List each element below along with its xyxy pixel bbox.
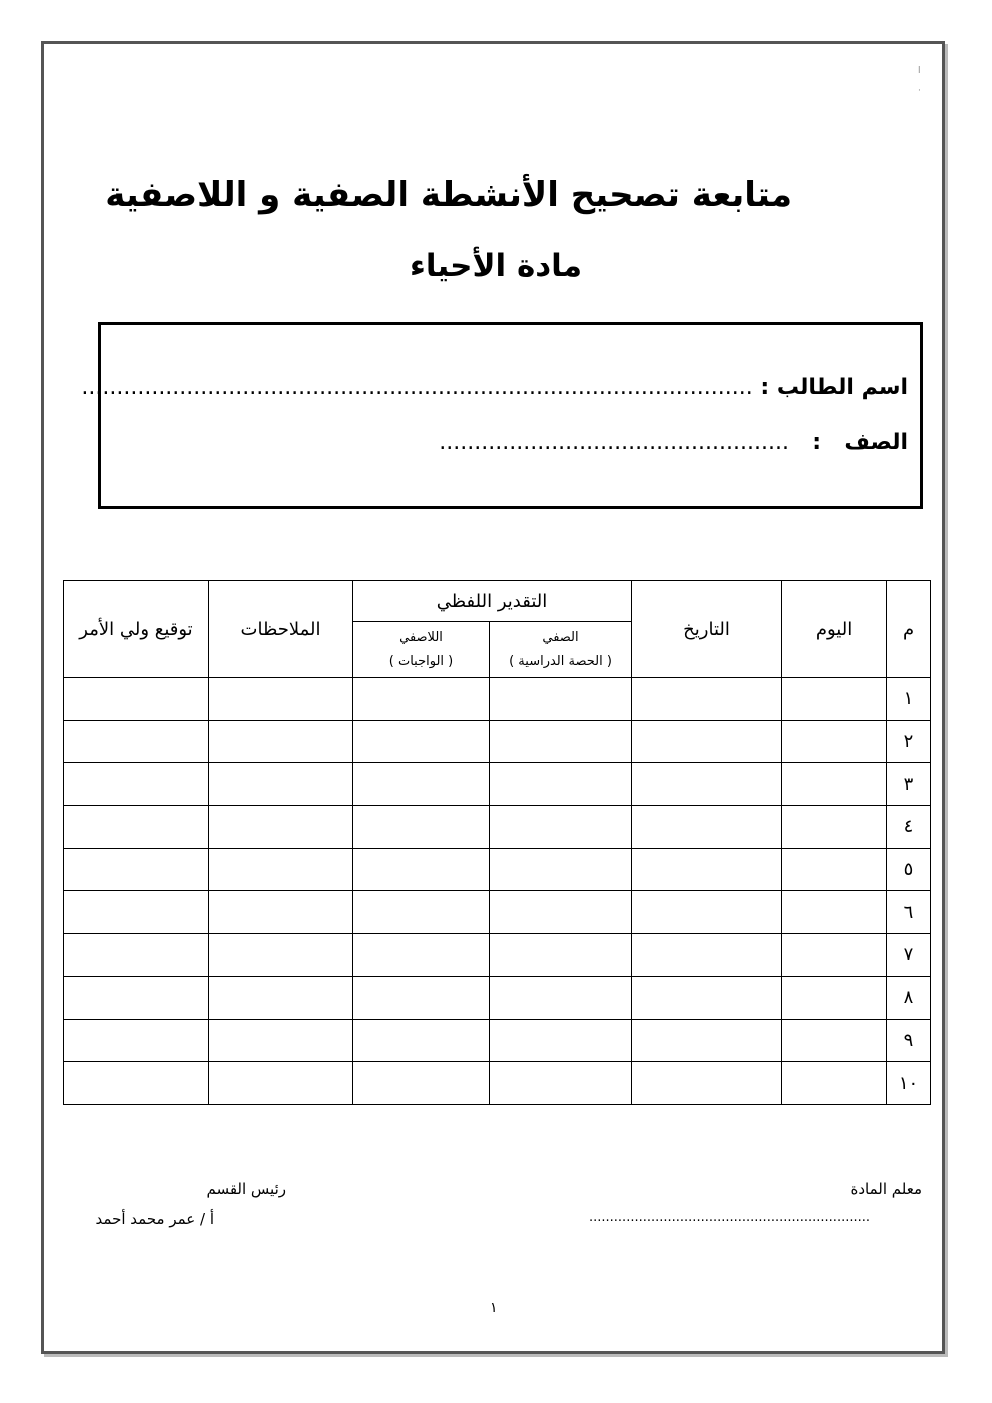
row-number: ٢ bbox=[887, 720, 931, 763]
classroom-cell[interactable] bbox=[490, 763, 632, 806]
header-extracurricular bbox=[353, 622, 490, 678]
date-cell[interactable] bbox=[632, 1019, 782, 1062]
student-name-field[interactable]: ................................................................................................ bbox=[81, 375, 753, 400]
extracurricular-cell[interactable] bbox=[353, 720, 490, 763]
student-name-line bbox=[81, 375, 908, 400]
table-row bbox=[64, 806, 931, 849]
extracurricular-cell[interactable] bbox=[353, 806, 490, 849]
table-row bbox=[64, 934, 931, 977]
classroom-cell[interactable] bbox=[490, 1019, 632, 1062]
header-day: اليوم bbox=[782, 581, 887, 678]
header-classroom bbox=[490, 622, 632, 678]
day-cell[interactable] bbox=[782, 848, 887, 891]
classroom-cell[interactable] bbox=[490, 934, 632, 977]
signature-cell[interactable] bbox=[64, 763, 209, 806]
table-row bbox=[64, 720, 931, 763]
corner-mark-bottom: · bbox=[918, 86, 921, 96]
date-cell[interactable] bbox=[632, 1062, 782, 1105]
day-cell[interactable] bbox=[782, 891, 887, 934]
extracurricular-cell[interactable] bbox=[353, 891, 490, 934]
signature-cell[interactable] bbox=[64, 976, 209, 1019]
notes-cell[interactable] bbox=[209, 1019, 353, 1062]
signature-cell[interactable] bbox=[64, 806, 209, 849]
subject-teacher-signature-field[interactable]: .................................................................... bbox=[589, 1210, 870, 1225]
day-cell[interactable] bbox=[782, 1062, 887, 1105]
table-row bbox=[64, 976, 931, 1019]
row-number: ٤ bbox=[887, 806, 931, 849]
notes-cell[interactable] bbox=[209, 934, 353, 977]
signature-cell[interactable] bbox=[64, 934, 209, 977]
extracurricular-cell[interactable] bbox=[353, 763, 490, 806]
date-cell[interactable] bbox=[632, 976, 782, 1019]
header-notes: الملاحظات bbox=[209, 581, 353, 678]
signature-cell[interactable] bbox=[64, 678, 209, 721]
student-class-field[interactable]: .................................................. bbox=[439, 430, 789, 455]
header-extracurricular-note: ( الواجبات ) bbox=[388, 653, 454, 669]
classroom-cell[interactable] bbox=[490, 678, 632, 721]
notes-cell[interactable] bbox=[209, 848, 353, 891]
extracurricular-cell[interactable] bbox=[353, 934, 490, 977]
classroom-cell[interactable] bbox=[490, 976, 632, 1019]
student-info-box bbox=[81, 322, 923, 509]
activity-tracking-table bbox=[63, 580, 931, 1105]
extracurricular-cell[interactable] bbox=[353, 1062, 490, 1105]
date-cell[interactable] bbox=[632, 891, 782, 934]
classroom-cell[interactable] bbox=[490, 1062, 632, 1105]
signature-cell[interactable] bbox=[64, 1062, 209, 1105]
classroom-cell[interactable] bbox=[490, 891, 632, 934]
table-row bbox=[64, 1062, 931, 1105]
page-subtitle bbox=[0, 248, 992, 284]
signature-cell[interactable] bbox=[64, 720, 209, 763]
date-cell[interactable] bbox=[632, 763, 782, 806]
student-class-line bbox=[439, 430, 908, 455]
notes-cell[interactable] bbox=[209, 976, 353, 1019]
row-number: ٣ bbox=[887, 763, 931, 806]
signature-cell[interactable] bbox=[64, 848, 209, 891]
notes-cell[interactable] bbox=[209, 1062, 353, 1105]
table-row bbox=[64, 848, 931, 891]
extracurricular-cell[interactable] bbox=[353, 976, 490, 1019]
day-cell[interactable] bbox=[782, 806, 887, 849]
day-cell[interactable] bbox=[782, 720, 887, 763]
header-num: م bbox=[887, 581, 931, 678]
notes-cell[interactable] bbox=[209, 678, 353, 721]
department-head-name: أ / عمر محمد أحمد bbox=[95, 1210, 214, 1228]
header-guardian-signature: توقيع ولي الأمر bbox=[64, 581, 209, 678]
signature-cell[interactable] bbox=[64, 891, 209, 934]
day-cell[interactable] bbox=[782, 976, 887, 1019]
header-verbal-grade: التقدير اللفظي bbox=[353, 581, 632, 622]
notes-cell[interactable] bbox=[209, 763, 353, 806]
classroom-cell[interactable] bbox=[490, 806, 632, 849]
date-cell[interactable] bbox=[632, 806, 782, 849]
header-extracurricular-label: اللاصفي bbox=[399, 629, 443, 645]
day-cell[interactable] bbox=[782, 1019, 887, 1062]
student-name-label: اسم الطالب : bbox=[760, 375, 908, 400]
row-number: ٥ bbox=[887, 848, 931, 891]
notes-cell[interactable] bbox=[209, 891, 353, 934]
row-number: ١٠ bbox=[887, 1062, 931, 1105]
date-cell[interactable] bbox=[632, 720, 782, 763]
corner-mark-top: ا bbox=[918, 66, 921, 76]
date-cell[interactable] bbox=[632, 848, 782, 891]
table-row bbox=[64, 678, 931, 721]
row-number: ٩ bbox=[887, 1019, 931, 1062]
row-number: ١ bbox=[887, 678, 931, 721]
subject-name: مادة الأحياء bbox=[409, 248, 583, 284]
row-number: ٨ bbox=[887, 976, 931, 1019]
header-classroom-note: ( الحصة الدراسية ) bbox=[509, 653, 612, 669]
notes-cell[interactable] bbox=[209, 720, 353, 763]
page-number: ١ bbox=[490, 1300, 498, 1316]
signature-cell[interactable] bbox=[64, 1019, 209, 1062]
header-classroom-label: الصفي bbox=[542, 629, 579, 645]
extracurricular-cell[interactable] bbox=[353, 848, 490, 891]
extracurricular-cell[interactable] bbox=[353, 1019, 490, 1062]
classroom-cell[interactable] bbox=[490, 848, 632, 891]
classroom-cell[interactable] bbox=[490, 720, 632, 763]
notes-cell[interactable] bbox=[209, 806, 353, 849]
day-cell[interactable] bbox=[782, 678, 887, 721]
student-class-label: الصف bbox=[844, 430, 908, 455]
table-row bbox=[64, 763, 931, 806]
subject-teacher-label: معلم المادة bbox=[850, 1180, 922, 1198]
student-class-colon: : bbox=[812, 430, 822, 455]
row-number: ٧ bbox=[887, 934, 931, 977]
day-cell[interactable] bbox=[782, 934, 887, 977]
department-head-label: رئيس القسم bbox=[206, 1180, 286, 1198]
header-date: التاريخ bbox=[632, 581, 782, 678]
date-cell[interactable] bbox=[632, 678, 782, 721]
day-cell[interactable] bbox=[782, 763, 887, 806]
extracurricular-cell[interactable] bbox=[353, 678, 490, 721]
row-number: ٦ bbox=[887, 891, 931, 934]
table-row bbox=[64, 1019, 931, 1062]
date-cell[interactable] bbox=[632, 934, 782, 977]
page-title: متابعة تصحيح الأنشطة الصفية و اللاصفية bbox=[105, 175, 792, 215]
table-row bbox=[64, 891, 931, 934]
